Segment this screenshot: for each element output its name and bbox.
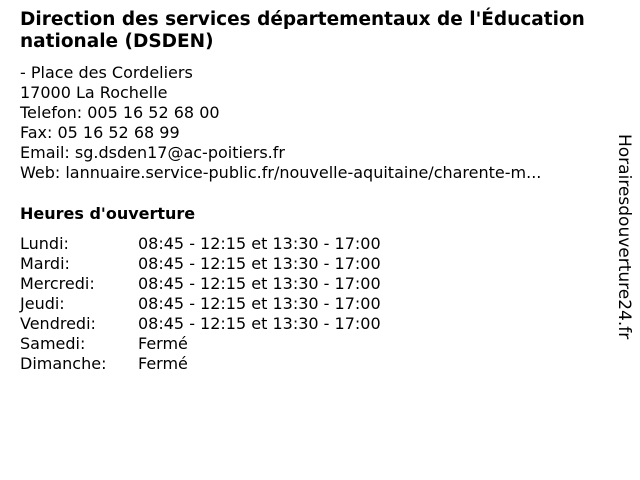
day-label: Mardi: xyxy=(20,254,70,273)
phone-line: Telefon: 005 16 52 68 00 xyxy=(20,103,220,122)
web-line: Web: lannuaire.service-public.fr/nouvelle-aquitaine/charente-m... xyxy=(20,163,542,182)
day-hours: 08:45 - 12:15 et 13:30 - 17:00 xyxy=(138,234,381,253)
hours-row-lundi xyxy=(20,234,610,254)
hours-row-jeudi xyxy=(20,294,610,314)
day-label: Mercredi: xyxy=(20,274,95,293)
day-label: Jeudi: xyxy=(20,294,65,313)
fax-line: Fax: 05 16 52 68 99 xyxy=(20,123,180,142)
info-card xyxy=(20,9,610,374)
hours-row-dimanche xyxy=(20,354,610,374)
address-line-1: - Place des Cordeliers xyxy=(20,63,193,82)
day-hours: 08:45 - 12:15 et 13:30 - 17:00 xyxy=(138,254,381,273)
address-line-2: 17000 La Rochelle xyxy=(20,83,168,102)
hours-heading: Heures d'ouverture xyxy=(20,204,196,223)
day-hours: Fermé xyxy=(138,354,188,373)
hours-row-vendredi xyxy=(20,314,610,334)
hours-table xyxy=(20,234,610,374)
brand-watermark: Horairesdouverture24.fr xyxy=(614,134,634,340)
contact-block xyxy=(20,63,610,183)
day-hours: Fermé xyxy=(138,334,188,353)
hours-row-mercredi xyxy=(20,274,610,294)
hours-row-samedi xyxy=(20,334,610,354)
day-label: Lundi: xyxy=(20,234,69,253)
page-title: Direction des services départementaux de l'Éducation nationale (DSDEN) xyxy=(20,9,585,52)
day-hours: 08:45 - 12:15 et 13:30 - 17:00 xyxy=(138,294,381,313)
day-label: Dimanche: xyxy=(20,354,107,373)
day-label: Samedi: xyxy=(20,334,86,353)
email-line: Email: sg.dsden17@ac-poitiers.fr xyxy=(20,143,285,162)
day-hours: 08:45 - 12:15 et 13:30 - 17:00 xyxy=(138,274,381,293)
hours-row-mardi xyxy=(20,254,610,274)
day-label: Vendredi: xyxy=(20,314,96,333)
day-hours: 08:45 - 12:15 et 13:30 - 17:00 xyxy=(138,314,381,333)
